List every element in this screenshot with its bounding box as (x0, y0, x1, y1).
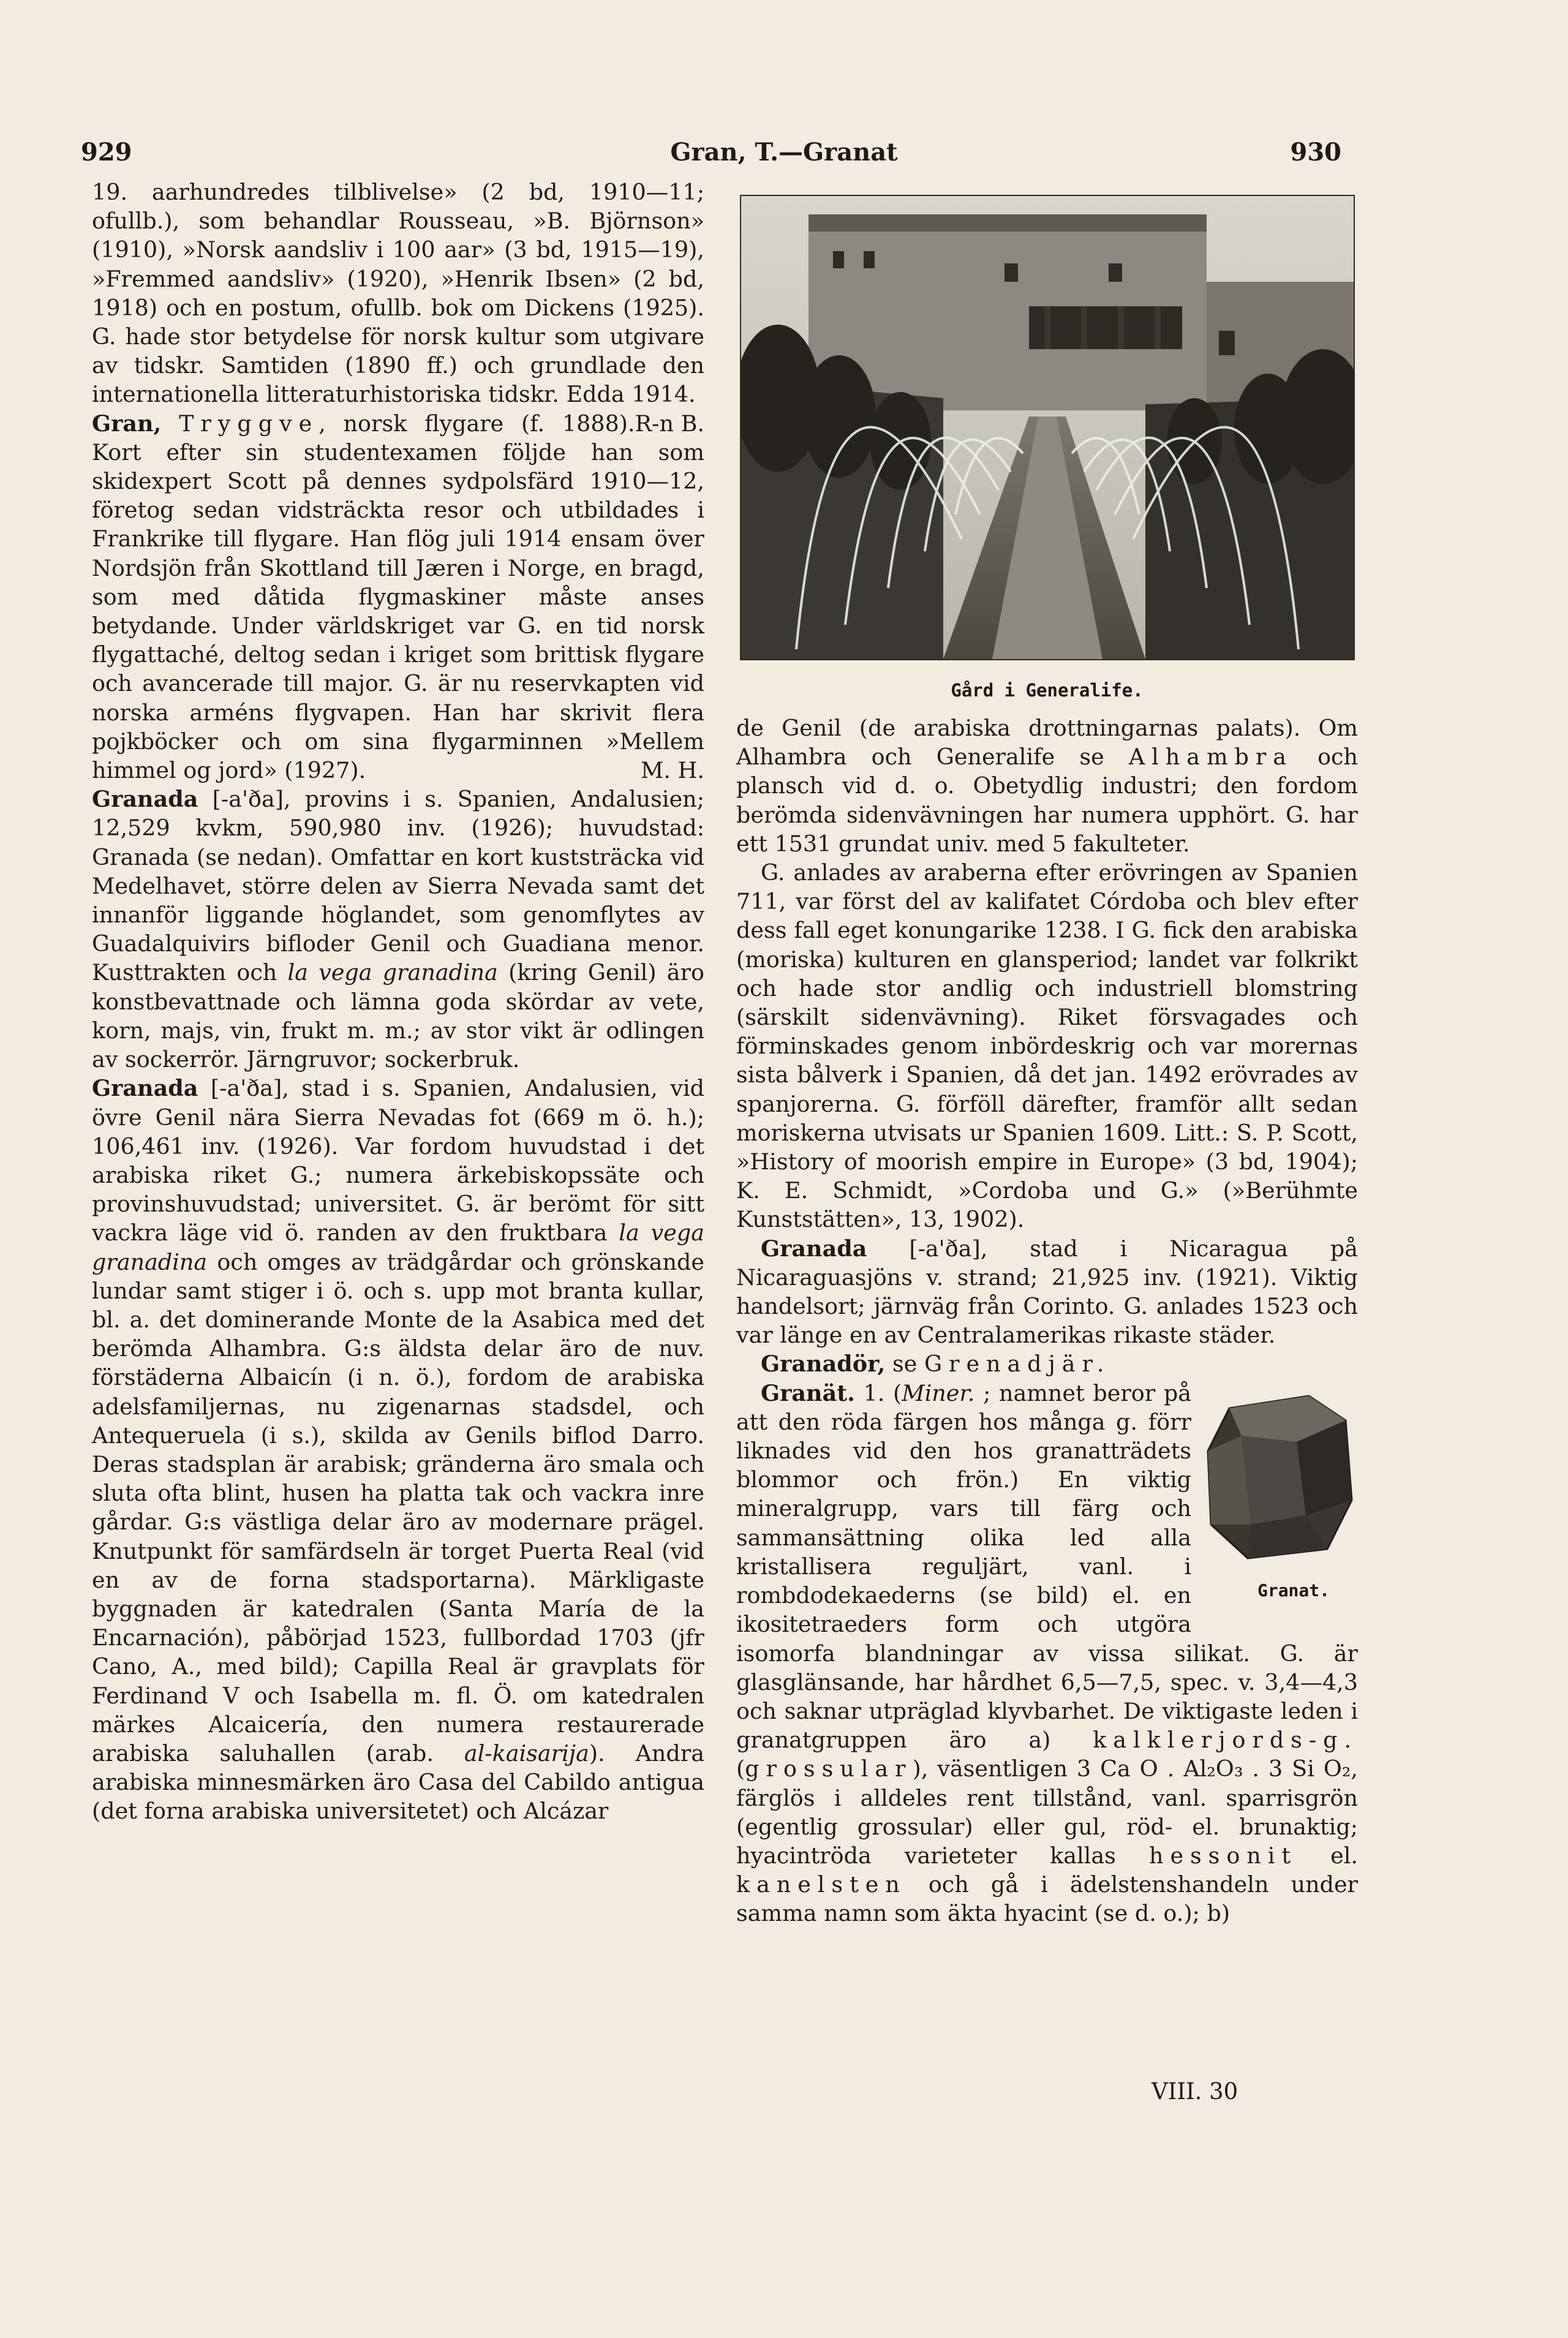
entry-gran-continued: 19. aarhundredes tilblivelse» (2 bd, 1910—11; ofullb.), som behandlar Rousseau, »B. Björnson» (1910), »Norsk aandsliv i 100 aar» (3 bd, 1915—19), »Fremmed aandsliv» (1920), »Henrik Ibsen» (2 bd, 1918) och en postum, ofullb. bok om Dickens (1925). G. hade stor betydelse för norsk kultur som utgivare av tidskr. Samtiden (1890 ff.) och grundlade den internationella litteraturhistoriska tidskr. Edda 1914. R-n B. (92, 178, 704, 409)
granada-history: G. anlades av araberna efter erövringen av Spanien 711, var först del av kalifatet Córdoba och blev efter dess fall eget konungarike 1238. I G. fick den arabiska (moriska) kulturen en glansperiod; landet var folkrikt och hade stor andlig och industriell blomstring (särskilt sidenvävning). Riket försvagades och förminskades genom inbördeskrig och var morernas sista bålverk i Spanien, då det jan. 1492 erövrades av spanjorerna. G. förföll därefter, framför allt sedan moriskerna utvisats ur Spanien 1609. Litt.: S. P. Scott, »History of moorish empire in Europe» (3 bd, 1904); K. E. Schmidt, »Cordoba und G.» (»Berühmte Kunststätten», 13, 1902). (736, 859, 1358, 1233)
entry-granat: Granät. 1. (Miner. Granat. ; namnet beror på att den röda färgen hos många g. förr liknades vid den hos granatträdets blommor och frön.) En viktig mineralgrupp, vars till färg och sammansättning olika led alla kristallisera reguljärt, vanl. i rombdodekaederns (se bild) el. en ikositetraeders form och utgöra isomorfa blandningar av vissa silikat. G. är glasglänsande, har hårdhet 6,5—7,5, spec. v. 3,4—4,3 och saknar utpräglad klyvbarhet. De viktigaste leden i granatgruppen äro a) kalklerjords-g. (grossular), väsentligen 3 Ca O . Al₂O₃ . 3 Si O₂, färglös i alldeles rent tillstånd, vanl. sparrisgrön (egentlig grossular) eller gul, röd- el. brunaktig; hyacintröda varieteter kallas hessonit el. kanelsten och gå i ädelstenshandeln under samma namn som äkta hyacint (se d. o.); b) (736, 1379, 1359, 1927)
page-number-left: 929 (81, 138, 132, 167)
signature: M. H. (640, 757, 704, 784)
entry-headword: Granada (761, 1235, 867, 1262)
entry-headword: Granada (92, 786, 198, 813)
page-number-right: 930 (1290, 138, 1341, 167)
right-column (736, 714, 1358, 1928)
entry-headword: Granada (92, 1075, 198, 1102)
entry-granada-city: Granada [-a'ða], stad i s. Spanien, Andalusien, vid övre Genil nära Sierra Nevadas fot (669 m ö. h.); 106,461 inv. (1926). Var fordom huvudstad i det arabiska riket G.; numera ärkebiskopssäte och provinshuvudstad; universitet. G. är berömt för sitt vackra läge vid ö. randen av den fruktbara la vega granadina och omges av trädgårdar och grönskande lundar samt stiger i ö. och s. upp mot branta kullar, bl. a. det dominerande Monte de la Asabica med det berömda Alhambra. G:s äldsta delar äro de nuv. förstäderna Albaicín (i n. ö.), fordom de arabiska adelsfamiljernas, nu zigenarnas stadsdel, och Antequeruela (i s.), skilda av Genils biflod Darro. Deras stadsplan är arabisk; gränderna äro smala och sluta ofta blint, husen ha platta tak och vackra inre gårdar. G:s västliga delar äro av modernare prägel. Knutpunkt för samfärdseln är torget Puerta Real (vid en av de forna stadsportarna). Märkligaste byggnaden är katedralen (Santa María de la Encarnación), påbörjad 1523, fullbordad 1703 (jfr Cano, A., med bild); Capilla Real är gravplats för Ferdinand V och Isabella m. fl. Ö. om katedralen märkes Alcaicería, den numera restaurerade arabiska saluhallen (arab. al-kaisarija). Andra arabiska minnesmärken äro Casa del Cabildo antigua (det forna arabiska universitetet) och Alcázar (92, 1075, 705, 1825)
entry-granada-nicaragua: Granada [-a'ða], stad i Nicaragua på Nicaraguasjöns v. strand; 21,925 inv. (1921). Viktig handelsort; järnväg från Corinto. G. anlades 1523 och var länge en av Centralamerikas rikaste städer. (736, 1235, 1358, 1349)
entry-granada-province: Granada [-a'ða], provins i s. Spanien, Andalusien; 12,529 kvkm, 590,980 inv. (1926); huvudstad: Granada (se nedan). Omfattar en kort kuststräcka vid Medelhavet, större delen av Sierra Nevada samt det innanför liggande höglandet, som genomflytes av Guadalquivirs bifloder Genil och Guadiana menor. Kusttrakten och la vega granadina (kring Genil) äro konstbevattnade och lämna goda skördar av vete, korn, majs, vin, frukt m. m.; av stor vikt är odlingen av sockerrör. Järngruvor; sockerbruk. (92, 786, 704, 1073)
entry-gran-tryggve: Gran, Tryggve, norsk flygare (f. 1888). Kort efter sin studentexamen följde han som skidexpert Scott på dennes sydpolsfärd 1910—12, företog sedan vidsträckta resor och utbildades i Frankrike till flygare. Han flög juli 1914 ensam över Nordsjön från Skottland till Jæren i Norge, en bragd, som med dåtida flygmaskiner måste anses betydande. Under världskriget var G. en tid norsk flygattaché, deltog sedan i kriget som brittisk flygare och avancerade till major. G. är nu reservkapten vid norska arméns flygvapen. Han har skrivit flera pojkböcker och om sina flygarminnen »Mellem himmel og jord» (1927). M. H. (92, 409, 704, 785)
entry-headword: Gran, (92, 410, 162, 437)
photo-caption: Gård i Generalife. (951, 680, 1144, 701)
garnet-caption: Granat. (1257, 1580, 1330, 1601)
garnet-crystal-icon (1205, 1384, 1358, 1567)
generalife-photo (740, 195, 1355, 660)
cross-reference: Grenadjär. (924, 1351, 1111, 1378)
generalife-figure (736, 195, 1358, 709)
page-header (0, 132, 1568, 175)
entry-granada-continued: de Genil (de arabiska drottningarnas palats). Om Alhambra och Generalife se Alhambra och plansch vid d. o. Obetydlig industri; den fordom berömda sidenvävningen har numera upphört. G. har ett 1531 grundat univ. med 5 fakulteter. (736, 715, 1359, 857)
entry-granador: Granadör, se Grenadjär. (761, 1351, 1111, 1378)
left-column (92, 178, 704, 1826)
running-title: Gran, T.—Granat (670, 138, 898, 167)
entry-headword: Granadör, (761, 1351, 886, 1378)
garnet-figure (1205, 1384, 1358, 1616)
cross-reference: Alhambra (1128, 744, 1293, 771)
signature: R-n B. (635, 410, 704, 437)
entry-name-spaced: Tryggve (179, 410, 319, 437)
volume-signature: VIII. 30 (1152, 2078, 1238, 2105)
courtyard-illustration (741, 196, 1354, 659)
entry-headword: Granät. (761, 1379, 855, 1406)
